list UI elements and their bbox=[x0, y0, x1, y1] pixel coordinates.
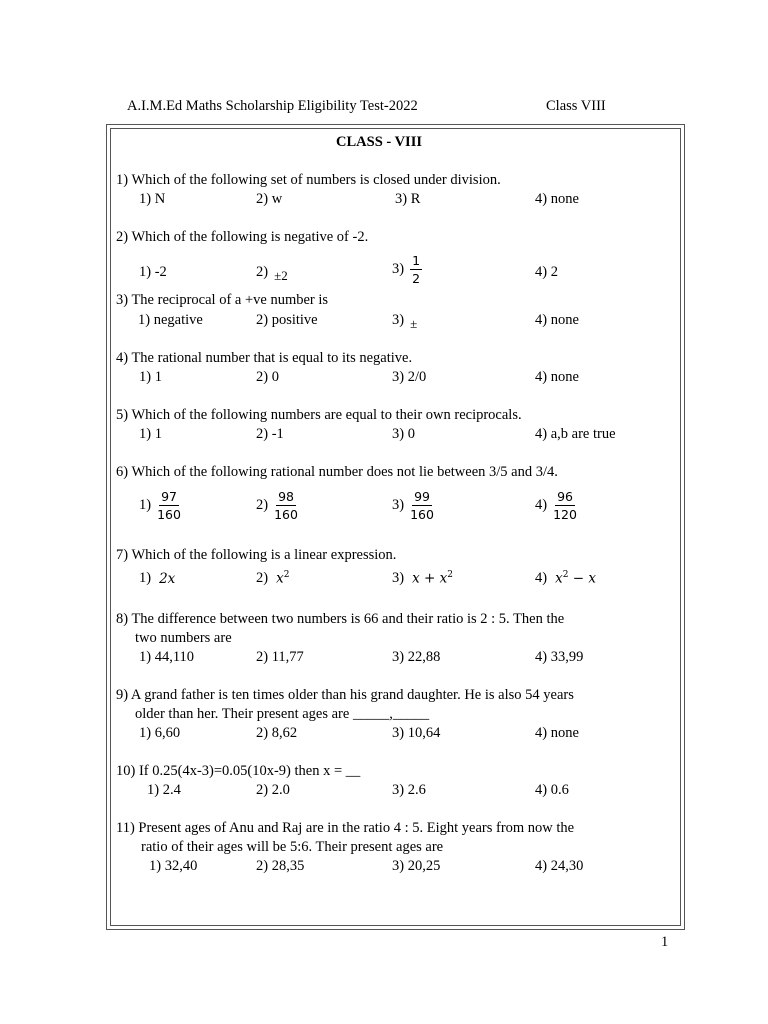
question-stem: 10) If 0.25(4x-3)=0.05(10x-9) then x = __ bbox=[116, 763, 361, 779]
option-1: 1) $\frac{97}{160}$ bbox=[139, 489, 181, 522]
option-2: 2) $x^2$ bbox=[256, 570, 290, 587]
option-2: 2) 28,35 bbox=[256, 858, 305, 874]
option-3: 3) R bbox=[395, 191, 421, 207]
fraction: $\frac{99}{160}$ bbox=[410, 489, 434, 522]
option-1: 1) 1 bbox=[139, 426, 162, 442]
option-1: 1) -2 bbox=[139, 264, 167, 280]
question-stem: 2) Which of the following is negative of -2. bbox=[116, 229, 369, 245]
expression: $x + x^2$ bbox=[412, 570, 453, 587]
option-4: 4) none bbox=[535, 191, 579, 207]
exam-title: A.I.M.Ed Maths Scholarship Eligibility Test-2022 bbox=[127, 98, 418, 114]
question-stem: 1) Which of the following set of numbers is closed under division. bbox=[116, 172, 501, 188]
question-stem: 9) A grand father is ten times older than his grand daughter. He is also 54 years bbox=[116, 687, 574, 703]
option-1: 1) 44,110 bbox=[139, 649, 195, 665]
class-label: Class VIII bbox=[546, 98, 606, 114]
option-3: 3) 2/0 bbox=[392, 369, 427, 385]
option-4: 4) $x^2 - x$ bbox=[535, 570, 596, 587]
option-4: 4) none bbox=[535, 369, 579, 385]
option-1: 1) 1 bbox=[139, 369, 162, 385]
option-2: 2) 8,62 bbox=[256, 725, 298, 741]
option-4: 4) none bbox=[535, 725, 579, 741]
question-stem: 7) Which of the following is a linear expression. bbox=[116, 547, 397, 563]
option-4: 4) $\frac{96}{120}$ bbox=[535, 489, 577, 522]
option-3: 3) $\frac{1}{2}$ bbox=[392, 253, 421, 286]
question-stem: 5) Which of the following numbers are equal to their own reciprocals. bbox=[116, 407, 522, 423]
expression: $x^2$ bbox=[276, 570, 290, 587]
option-3: 3) 2.6 bbox=[392, 782, 426, 798]
option-1: 1) 2x bbox=[139, 570, 176, 587]
question-stem: 11) Present ages of Anu and Raj are in the ratio 4 : 5. Eight years from now the bbox=[116, 820, 575, 836]
plus-minus-symbol: ± bbox=[410, 315, 418, 331]
plus-minus-symbol: ±2 bbox=[274, 267, 288, 283]
option-4: 4) 2 bbox=[535, 264, 558, 280]
option-4: 4) 33,99 bbox=[535, 649, 584, 665]
option-1: 1) 2.4 bbox=[147, 782, 181, 798]
option-3: 3) 20,25 bbox=[392, 858, 441, 874]
question-stem: 8) The difference between two numbers is 66 and their ratio is 2 : 5. Then the bbox=[116, 611, 565, 627]
expression: 2x bbox=[159, 570, 176, 587]
option-4: 4) none bbox=[535, 312, 579, 328]
option-2: 2) -1 bbox=[256, 426, 284, 442]
option-2: 2) ±2 bbox=[256, 264, 288, 283]
question-stem: 6) Which of the following rational number does not lie between 3/5 and 3/4. bbox=[116, 464, 558, 480]
fraction: $\frac{97}{160}$ bbox=[157, 489, 181, 522]
option-3: 3) 0 bbox=[392, 426, 415, 442]
page-border-inner bbox=[110, 128, 681, 926]
question-stem: 4) The rational number that is equal to its negative. bbox=[116, 350, 413, 366]
option-2: 2) 11,77 bbox=[256, 649, 304, 665]
option-1: 1) negative bbox=[138, 312, 203, 328]
option-1: 1) 32,40 bbox=[149, 858, 198, 874]
option-2: 2) w bbox=[256, 191, 283, 207]
page-number: 1 bbox=[661, 934, 669, 950]
expression: $x^2 - x$ bbox=[555, 570, 596, 587]
fraction: $\frac{98}{160}$ bbox=[274, 489, 298, 522]
option-3: 3) 22,88 bbox=[392, 649, 441, 665]
option-3: 3) ± bbox=[392, 312, 418, 331]
option-4: 4) a,b are true bbox=[535, 426, 616, 442]
option-2: 2) positive bbox=[256, 312, 318, 328]
question-stem: 3) The reciprocal of a +ve number is bbox=[116, 292, 329, 308]
section-title: CLASS - VIII bbox=[336, 134, 422, 150]
page-header bbox=[0, 98, 768, 116]
fraction: $\frac{96}{120}$ bbox=[553, 489, 577, 522]
option-4: 4) 0.6 bbox=[535, 782, 569, 798]
option-1: 1) N bbox=[139, 191, 166, 207]
option-3: 3) $x + x^2$ bbox=[392, 570, 453, 587]
question-stem-continued: older than her. Their present ages are _____,_____ bbox=[135, 706, 430, 722]
option-2: 2) 0 bbox=[256, 369, 279, 385]
fraction: $\frac{1}{2}$ bbox=[412, 253, 421, 286]
option-2: 2) $\frac{98}{160}$ bbox=[256, 489, 298, 522]
option-1: 1) 6,60 bbox=[139, 725, 181, 741]
option-3: 3) 10,64 bbox=[392, 725, 441, 741]
option-2: 2) 2.0 bbox=[256, 782, 290, 798]
question-stem-continued: ratio of their ages will be 5:6. Their present ages are bbox=[141, 839, 444, 855]
question-stem-continued: two numbers are bbox=[135, 630, 232, 646]
option-4: 4) 24,30 bbox=[535, 858, 584, 874]
option-3: 3) $\frac{99}{160}$ bbox=[392, 489, 434, 522]
